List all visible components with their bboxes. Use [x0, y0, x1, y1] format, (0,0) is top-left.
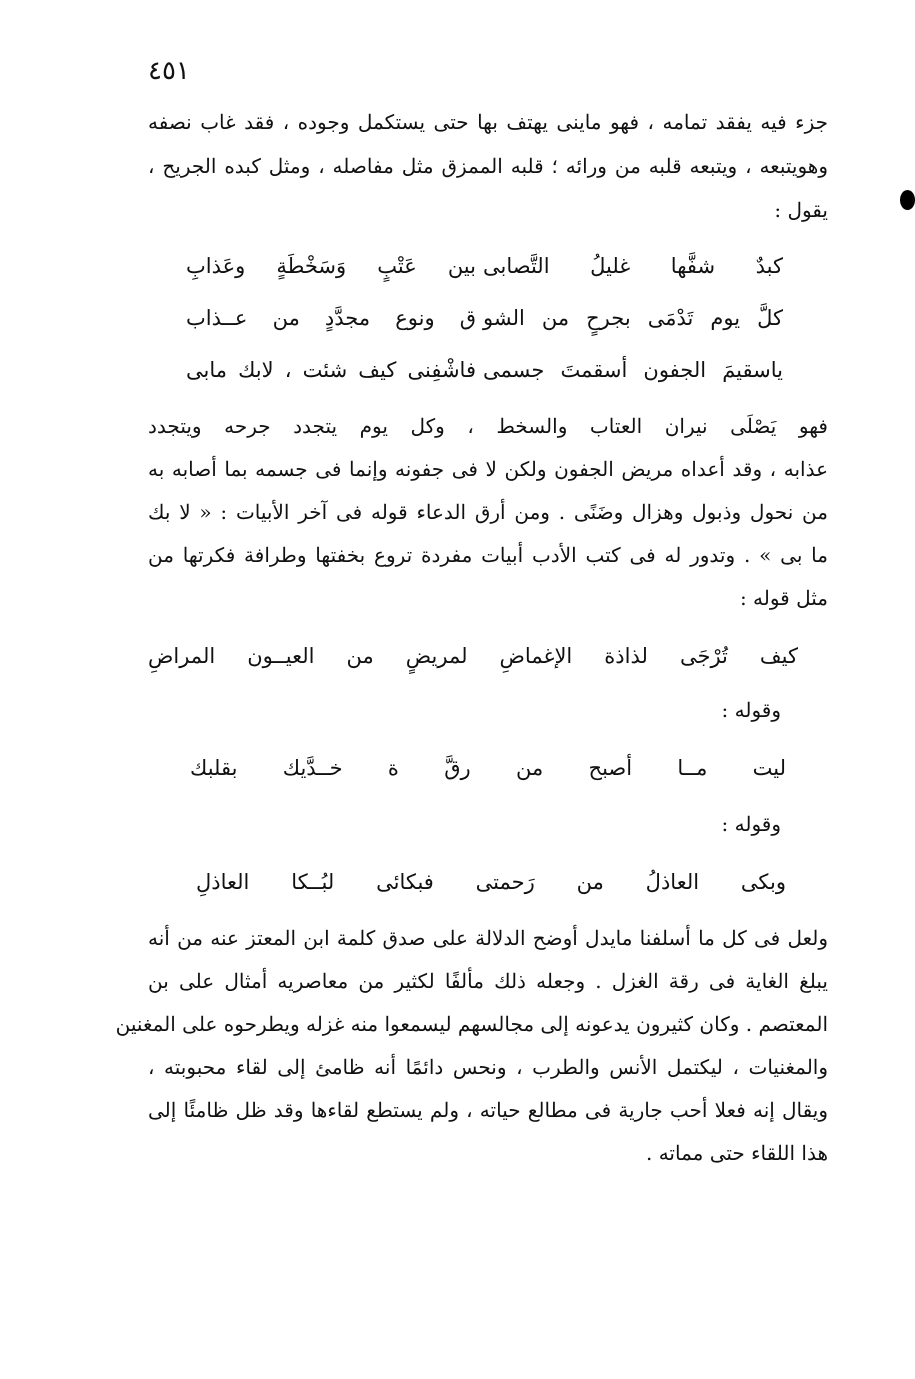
paragraph-3-line-2: يبلغ الغاية فى رقة الغزل . وجعله ذلك مألفًا لكثير من معاصريه أمثال على بن [148, 969, 828, 993]
paragraph-2-line-4: ما بى » . وتدور له فى كتب الأدب أبيات مفردة تروع بخفتها وطرافة فكرتها من [148, 543, 828, 567]
paragraph-3-line-6: هذا اللقاء حتى مماته . [645, 1141, 828, 1165]
paragraph-3-line-4: والمغنيات ، ليكتمل الأنس والطرب ، ونحس دائمًا أنه ظامئ إلى لقاء محبوبته ، [148, 1055, 828, 1079]
poem-1-verse-2-first-hemistich: كلَّ يوم تَدْمَى بجرحٍ من الشو [483, 306, 783, 330]
paragraph-1-line-3: يقول : [774, 198, 828, 222]
poem-1-verse-2-second-hemistich: ق ونوع مجدَّدٍ من عــذاب [186, 306, 476, 330]
paragraph-2-line-3: من نحول وذبول وهزال وضَنًى . ومن أرق الدعاء قوله فى آخر الأبيات : « لا بك [148, 500, 828, 524]
paragraph-1-line-2: وهويتبعه ، ويتبعه قلبه من ورائه ؛ قلبه الممزق مثل مفاصله ، ومثل كبده الجريح ، [148, 154, 828, 178]
paragraph-3-line-5: ويقال إنه فعلا أحب جارية فى مطالع حياته ، ولم يستطع لقاءها وقد ظل ظامئًا إلى [148, 1098, 828, 1122]
poem-1-verse-3-first-hemistich: ياسقيمَ الجفون أسقمتَ جسمى [483, 358, 783, 382]
paragraph-2-line-1: فهو يَصْلَى نيران العتاب والسخط ، وكل يوم يتجدد جرحه ويتجدد [148, 414, 828, 438]
poem-1-verse-3-second-hemistich: فاشْفِنى كيف شئت ، لابك مابى [186, 358, 476, 382]
verse-3-intro: وقوله : [721, 698, 781, 722]
verse-2: كيف تُرْجَى لذاذة الإغماضِ لمريضٍ من العيــون المراضِ [148, 644, 798, 668]
paragraph-3-line-1: ولعل فى كل ما أسلفنا مايدل أوضح الدلالة على صدق كلمة ابن المعتز عنه من أنه [148, 926, 828, 950]
poem-1-verse-1-second-hemistich: بين عَتْبٍ وَسَخْطَةٍ وعَذابِ [186, 254, 476, 278]
verse-3: ليت مــا أصبح من رقَّ ة خــدَّيك بقلبك [190, 756, 786, 780]
page-number: ٤٥١ [148, 56, 190, 86]
paragraph-2-line-2: عذابه ، وقد أعداه مريض الجفون ولكن لا فى جفونه وإنما فى جسمه بما أصابه به [148, 457, 828, 481]
ink-spot [900, 190, 915, 210]
paragraph-3-line-3: المعتصم . وكان كثيرون يدعونه إلى مجالسهم ليسمعوا منه غزله ويطرحوه على المغنين [115, 1012, 828, 1036]
verse-4: وبكى العاذلُ من رَحمتى فبكائى لبُــكا العاذلِ [196, 870, 786, 894]
poem-1-verse-1-first-hemistich: كبدٌ شفَّها غليلُ التَّصابى [483, 254, 783, 278]
paragraph-2-line-5: مثل قوله : [739, 586, 828, 610]
paragraph-1-line-1: جزء فيه يفقد تمامه ، فهو ماينى يهتف بها حتى يستكمل وجوده ، فقد غاب نصفه [148, 110, 828, 134]
verse-4-intro: وقوله : [721, 812, 781, 836]
